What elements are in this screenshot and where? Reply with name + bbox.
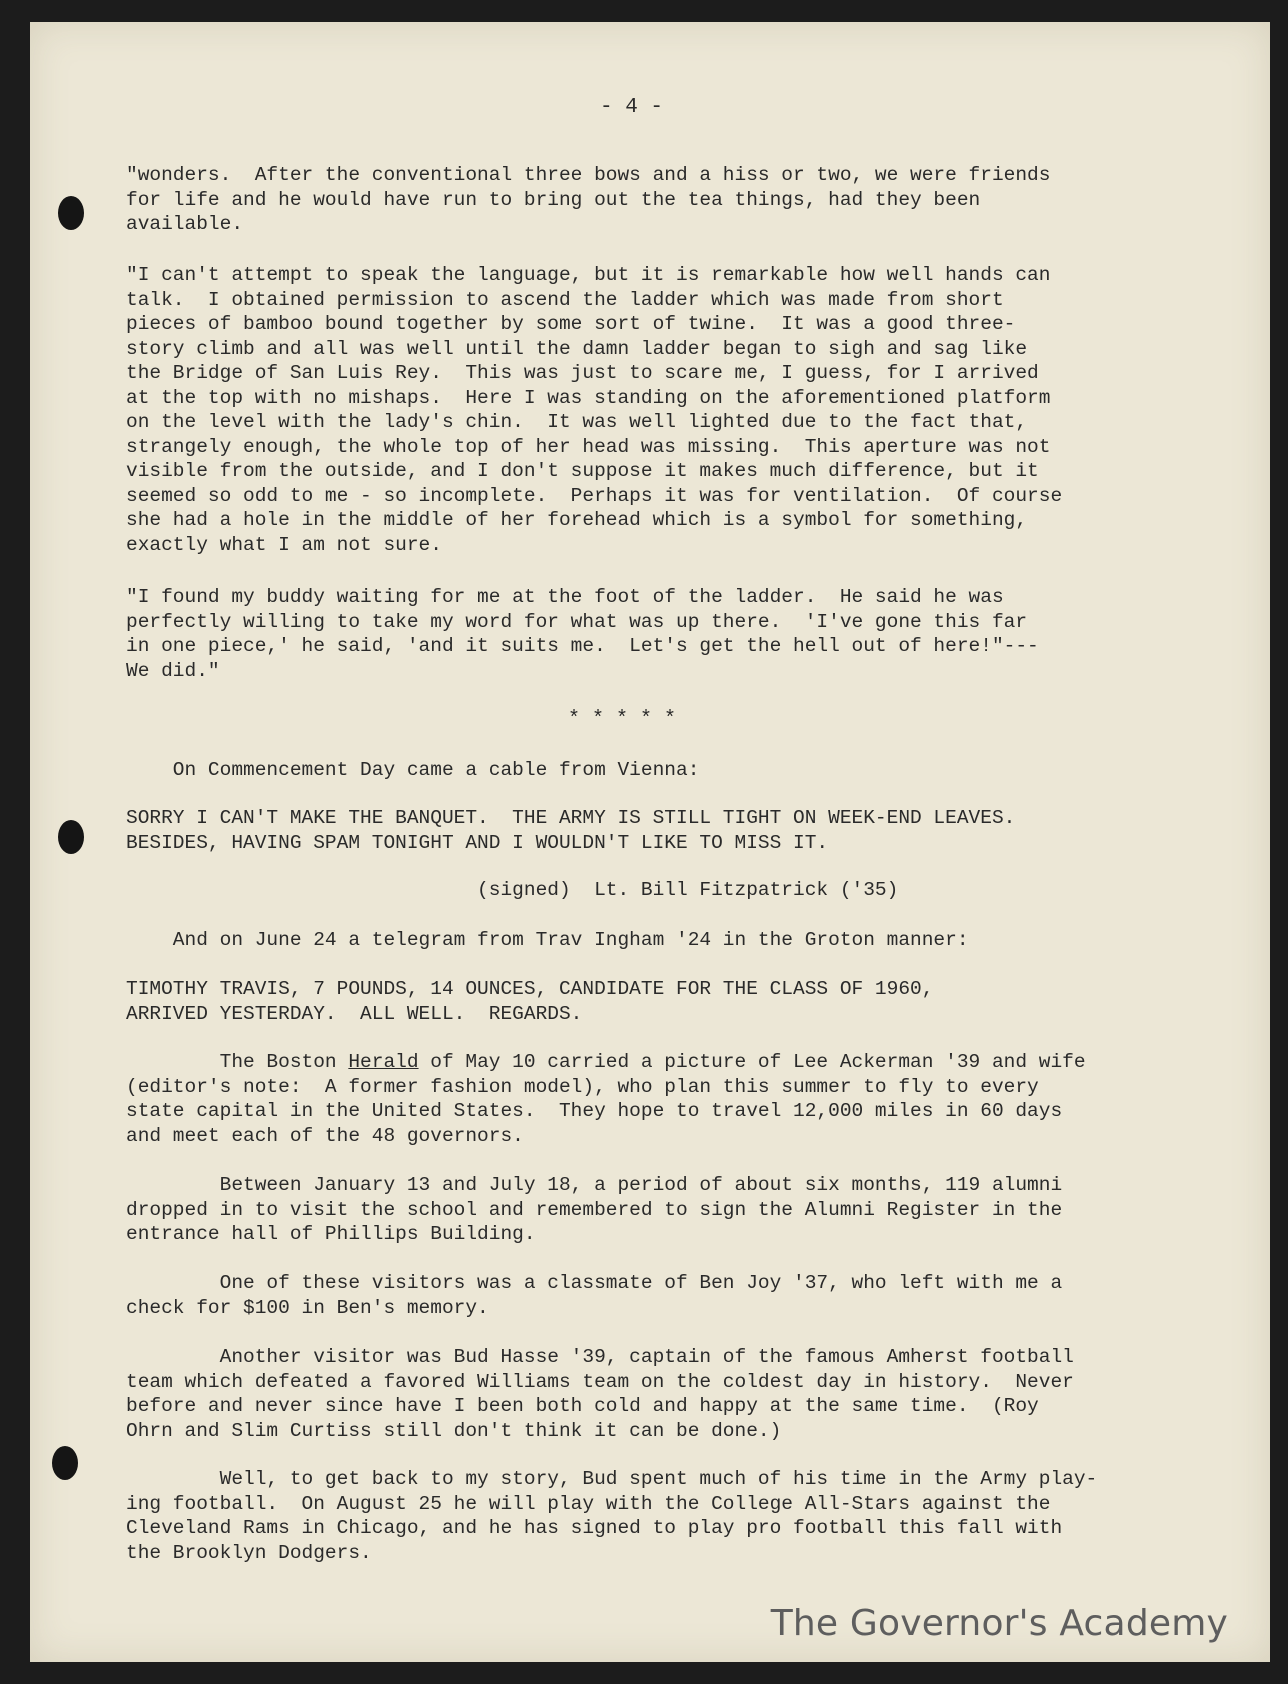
paragraph-buddy: "I found my buddy waiting for me at the foot of the ladder. He said he was perfectly willing to take my word for what was up there. 'I've gone this far in one piece,' he said, 'and it suits me. Let's get the hell out of here!"--- We did." <box>126 586 1039 682</box>
section-separator: * * * * * <box>568 708 677 731</box>
punch-hole-top <box>58 196 84 230</box>
paragraph-wonders: "wonders. After the conventional three bows and a hiss or two, we were friends for life and he would have run to bring out the tea things, had they been available. <box>126 164 1051 235</box>
paragraph-football: Well, to get back to my story, Bud spent much of his time in the Army play- ing football. On August 25 he will play with the College All-Stars against the Cleveland Rams in Chicago, and he has signed to play pro football this fall with the Brooklyn Dodgers. <box>126 1468 1098 1564</box>
herald-text-rest: of May 10 carried a picture of Lee Ackerman '39 and wife (editor's note: A former fashion model), who plan this summer to fly to every state capital in the United States. They hope to travel 12,000 miles in 60 days and meet each of the 48 governors. <box>126 1051 1086 1147</box>
page-number: - 4 - <box>600 96 664 119</box>
paragraph-commencement: On Commencement Day came a cable from Vienna: <box>126 759 700 781</box>
watermark: The Governor's Academy <box>770 1603 1228 1644</box>
punch-hole-middle <box>58 820 84 854</box>
paragraph-language: "I can't attempt to speak the language, but it is remarkable how well hands can talk. I obtained permission to ascend the ladder which was made from short pieces of bamboo bound together by some sort of twine. It was a good three- story climb and all was well until the damn ladder began to sigh and sag like the Bridge of San Luis Rey. This was just to scare me, I guess, for I arrived at the top with no mishaps. Here I was standing on the aforementioned platform on the level with the lady's chin. It was well lighted due to the fact that, strangely enough, the whole top of her head was missing. This aperture was not visible from the outside, and I don't suppose it makes much difference, but it seemed so odd to me - so incomplete. Perhaps it was for ventilation. Of course she had a hole in the middle of her forehead which is a symbol for something, exactly what I am not sure. <box>126 264 1063 556</box>
paragraph-herald <box>126 1050 1156 1148</box>
paragraph-telegram: And on June 24 a telegram from Trav Ingham '24 in the Groton manner: <box>126 929 969 951</box>
newspaper-name: Herald <box>348 1051 419 1073</box>
cable-message: SORRY I CAN'T MAKE THE BANQUET. THE ARMY IS STILL TIGHT ON WEEK-END LEAVES. BESIDES, HAVING SPAM TONIGHT AND I WOULDN'T LIKE TO MISS IT. <box>126 807 1016 854</box>
paragraph-visitors: Between January 13 and July 18, a period of about six months, 119 alumni dropped in to visit the school and remembered to sign the Alumni Register in the entrance hall of Phillips Building. <box>126 1174 1063 1245</box>
paragraph-bud-hasse: Another visitor was Bud Hasse '39, captain of the famous Amherst football team which defeated a favored Williams team on the coldest day in history. Never before and never since have I been both cold and happy at the same time. (Roy Ohrn and Slim Curtiss still don't think it can be done.) <box>126 1346 1074 1442</box>
punch-hole-bottom <box>52 1446 78 1480</box>
paragraph-ben-joy: One of these visitors was a classmate of Ben Joy '37, who left with me a check for $100 in Ben's memory. <box>126 1272 1063 1319</box>
cable-signature: (signed) Lt. Bill Fitzpatrick ('35) <box>126 879 899 901</box>
herald-text-start: The Boston <box>126 1051 349 1073</box>
telegram-message: TIMOTHY TRAVIS, 7 POUNDS, 14 OUNCES, CANDIDATE FOR THE CLASS OF 1960, ARRIVED YESTERDAY. ALL WELL. REGARDS. <box>126 978 934 1025</box>
